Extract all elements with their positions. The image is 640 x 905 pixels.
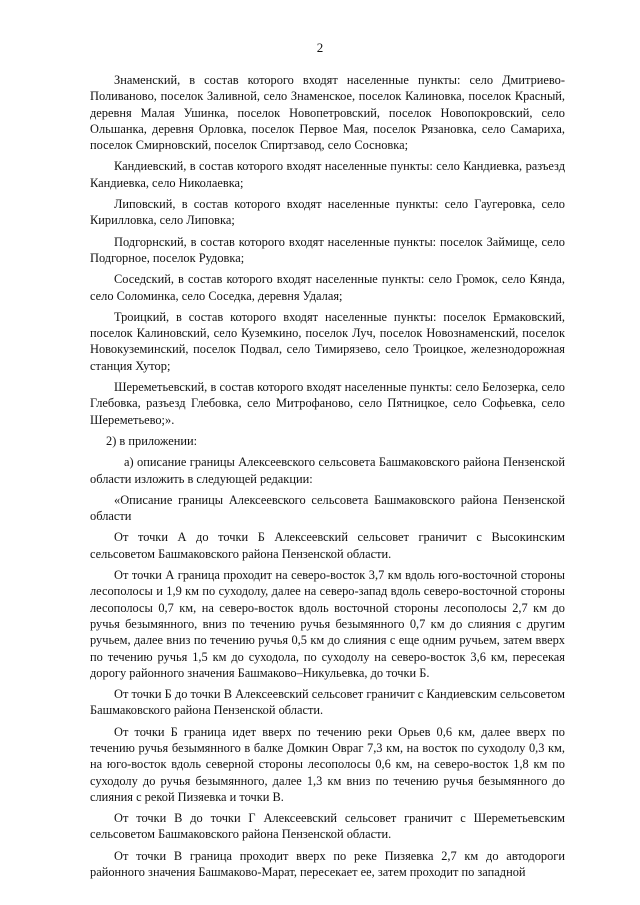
paragraph-point-a-route: От точки А граница проходит на северо-восток 3,7 км вдоль юго-восточной стороны лесополосы и 1,9 км по суходолу, далее на северо-запад вдоль северо-восточной стороны лесополосы 0,7 км, на северо-восток вдоль восточной стороны лесополосы 2,7 км до ручья безымянного, вниз по течению ручья безымянного 0,7 км до слияния с другим ручьем, далее вниз по течению ручья 0,5 км до слияния с еще одним ручьем, затем вверх по течению ручья 1,5 км до суходола, по суходолу на северо-восток 3,6 км, пересекая дорогу районного значения Башмаково–Никульевка, до точки Б. bbox=[90, 568, 565, 680]
paragraph-point-a-b-neighbor: От точки А до точки Б Алексеевский сельсовет граничит с Высокинским сельсоветом Башмаковского района Пензенской области. bbox=[90, 530, 565, 561]
paragraph-troitsky: Троицкий, в состав которого входят населенные пункты: поселок Ермаковский, поселок Калиновский, село Куземкино, поселок Луч, поселок Новознаменский, поселок Новокуземинский, поселок Подвал, село Тимирязево, село Троицкое, железнодорожная станция Хутор; bbox=[90, 309, 565, 373]
paragraph-podgornsky: Подгорнский, в состав которого входят населенные пункты: поселок Займище, село Подгорное, поселок Рудовка; bbox=[90, 234, 565, 265]
paragraph-point-v-g-neighbor: От точки В до точки Г Алексеевский сельсовет граничит с Шереметьевским сельсоветом Башмаковского района Пензенской области. bbox=[90, 811, 565, 842]
list-item-appendix: 2) в приложении: bbox=[106, 433, 198, 448]
sub-item-boundary-description: а) описание границы Алексеевского сельсовета Башмаковского района Пензенской области изложить в следующей редакции: bbox=[90, 455, 565, 486]
paragraph-point-b-v-neighbor: От точки Б до точки В Алексеевский сельсовет граничит с Кандиевским сельсоветом Башмаковского района Пензенской области. bbox=[90, 687, 565, 718]
paragraph-point-b-route: От точки Б граница идет вверх по течению реки Орьев 0,6 км, далее вверх по течению ручья безымянного в балке Домкин Овраг 7,3 км, на восток по суходолу 0,3 км, на юго-восток вдоль северной стороны лесополосы 0,6 км, на северо-восток 1,8 км по суходолу до ручья безымянного, далее 1,3 км вниз по течению ручья безымянного до слияния с рекой Пизяевка и точки В. bbox=[90, 724, 565, 804]
paragraph-kandievsky: Кандиевский, в состав которого входят населенные пункты: село Кандиевка, разъезд Кандиевка, село Николаевка; bbox=[90, 159, 565, 190]
document-body bbox=[90, 72, 565, 885]
paragraph-point-v-route: От точки В граница проходит вверх по реке Пизяевка 2,7 км до автодороги районного значения Башмаково-Марат, пересекает ее, затем проходит по западной bbox=[90, 848, 565, 880]
paragraph-sheremetevsky: Шереметьевский, в состав которого входят населенные пункты: село Белозерка, село Глебовка, разъезд Глебовка, село Митрофаново, село Пятницкое, село Софьевка, село Шереметьево;». bbox=[90, 380, 565, 427]
paragraph-sosedsky: Соседский, в состав которого входят населенные пункты: село Громок, село Кянда, село Соломинка, село Соседка, деревня Удалая; bbox=[90, 272, 565, 303]
paragraph-lipovsky: Липовский, в состав которого входят населенные пункты: село Гаугеровка, село Кирилловка, село Липовка; bbox=[90, 197, 565, 228]
page-number: 2 bbox=[316, 40, 324, 55]
section-heading-boundary: «Описание границы Алексеевского сельсовета Башмаковского района Пензенской области bbox=[90, 492, 565, 524]
paragraph-znamensky: Знаменский, в состав которого входят населенные пункты: село Дмитриево-Поливаново, поселок Заливной, село Знаменское, поселок Калиновка, поселок Красный, деревня Малая Ушинка, поселок Новопетровский, поселок Новопокровский, село Ольшанка, деревня Орловка, поселок Первое Мая, поселок Рязановка, село Самариха, поселок Смирновский, поселок Спиртзавод, село Сосновка; bbox=[90, 73, 565, 153]
